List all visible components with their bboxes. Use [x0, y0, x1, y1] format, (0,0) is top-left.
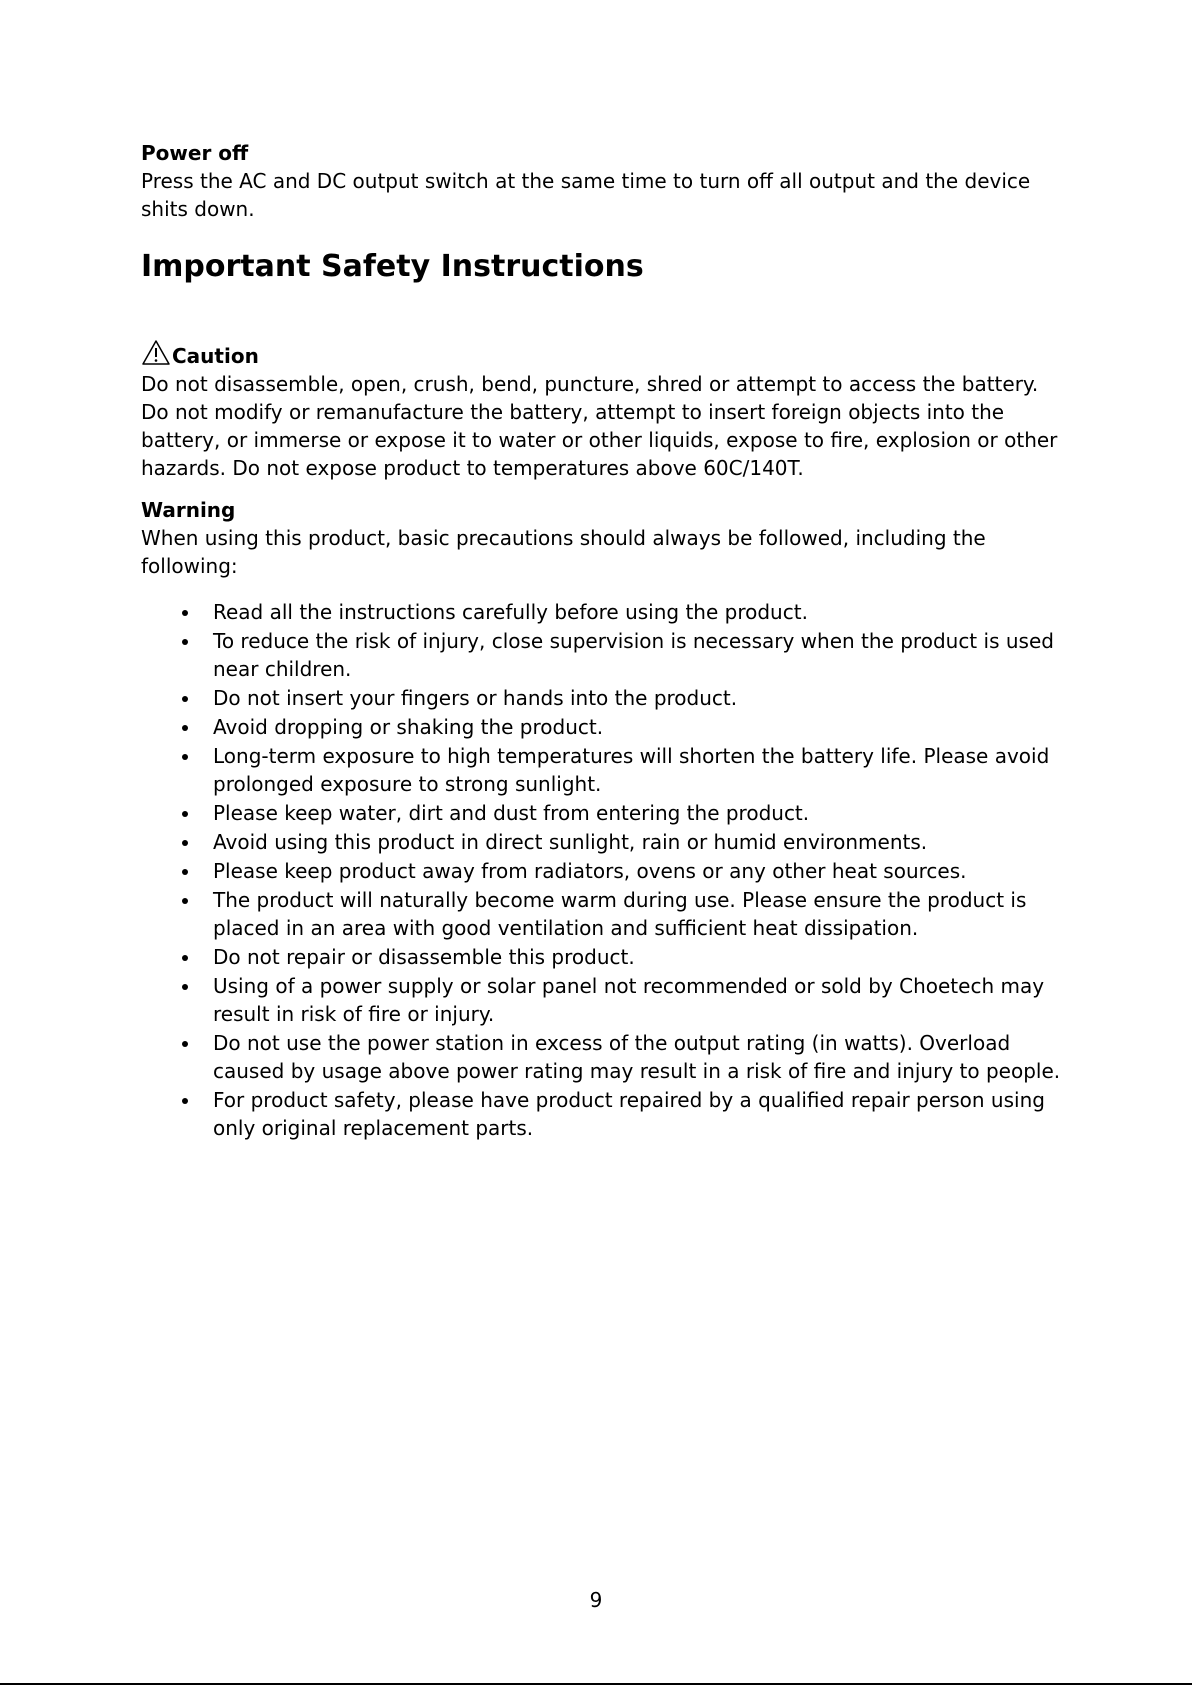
- list-item: [141, 627, 1071, 683]
- list-item-text: Do not insert your fingers or hands into the product.: [213, 686, 738, 710]
- list-item: [141, 598, 1071, 626]
- list-item: [141, 1086, 1071, 1142]
- warning-heading: Warning: [141, 498, 236, 522]
- bullet-icon: [182, 696, 188, 702]
- list-item-text: Please keep water, dirt and dust from entering the product.: [213, 801, 810, 825]
- list-item: [141, 828, 1071, 856]
- bullet-icon: [182, 754, 188, 760]
- list-item-text: To reduce the risk of injury, close supervision is necessary when the product is used near children.: [213, 629, 1054, 681]
- page-number: 9: [589, 1588, 603, 1612]
- warning-text: When using this product, basic precautions should always be followed, including the following:: [141, 526, 986, 578]
- list-item: [141, 886, 1071, 942]
- list-item: [141, 943, 1071, 971]
- bullet-icon: [182, 725, 188, 731]
- bullet-icon: [182, 898, 188, 904]
- warning-triangle-icon: [141, 339, 172, 370]
- list-item-text: Do not use the power station in excess of the output rating (in watts). Overload caused by usage above power rating may result in a risk of fire and injury to people.: [213, 1031, 1061, 1083]
- list-item: [141, 857, 1071, 885]
- bullet-icon: [182, 1098, 188, 1104]
- list-item-text: Long-term exposure to high temperatures will shorten the battery life. Please avoid prolonged exposure to strong sunlight.: [213, 744, 1050, 796]
- warning-list: [141, 598, 1071, 1142]
- page-content: [141, 139, 1071, 1143]
- bullet-icon: [182, 639, 188, 645]
- list-item: [141, 799, 1071, 827]
- safety-title: Important Safety Instructions: [141, 249, 644, 284]
- bullet-icon: [182, 984, 188, 990]
- list-item: [141, 972, 1071, 1028]
- list-item-text: Please keep product away from radiators, ovens or any other heat sources.: [213, 859, 967, 883]
- list-item: [141, 742, 1071, 798]
- list-item: [141, 684, 1071, 712]
- power-off-heading: Power off: [141, 141, 249, 165]
- caution-text: Do not disassemble, open, crush, bend, puncture, shred or attempt to access the battery. Do not modify or remanufacture the battery, attempt to insert foreign objects into the battery, or immerse or expose it to water or other liquids, expose to fire, explosion or other hazards. Do not expose product to temperatures above 60C/140T.: [141, 372, 1058, 480]
- list-item-text: Avoid dropping or shaking the product.: [213, 715, 604, 739]
- bullet-icon: [182, 869, 188, 875]
- list-item-text: For product safety, please have product repaired by a qualified repair person using only original replacement parts.: [213, 1088, 1045, 1140]
- bullet-icon: [182, 840, 188, 846]
- list-item-text: Avoid using this product in direct sunlight, rain or humid environments.: [213, 830, 928, 854]
- list-item-text: Read all the instructions carefully before using the product.: [213, 600, 808, 624]
- list-item-text: The product will naturally become warm during use. Please ensure the product is placed in an area with good ventilation and sufficient heat dissipation.: [213, 888, 1027, 940]
- power-off-text: Press the AC and DC output switch at the same time to turn off all output and the device shits down.: [141, 169, 1031, 221]
- list-item-text: Using of a power supply or solar panel not recommended or sold by Choetech may result in risk of fire or injury.: [213, 974, 1045, 1026]
- bullet-icon: [182, 811, 188, 817]
- caution-heading: Caution: [172, 344, 259, 368]
- bullet-icon: [182, 1041, 188, 1047]
- list-item: [141, 1029, 1071, 1085]
- bullet-icon: [182, 610, 188, 616]
- list-item: [141, 713, 1071, 741]
- list-item-text: Do not repair or disassemble this product.: [213, 945, 635, 969]
- bullet-icon: [182, 955, 188, 961]
- caution-heading-row: [141, 339, 1071, 370]
